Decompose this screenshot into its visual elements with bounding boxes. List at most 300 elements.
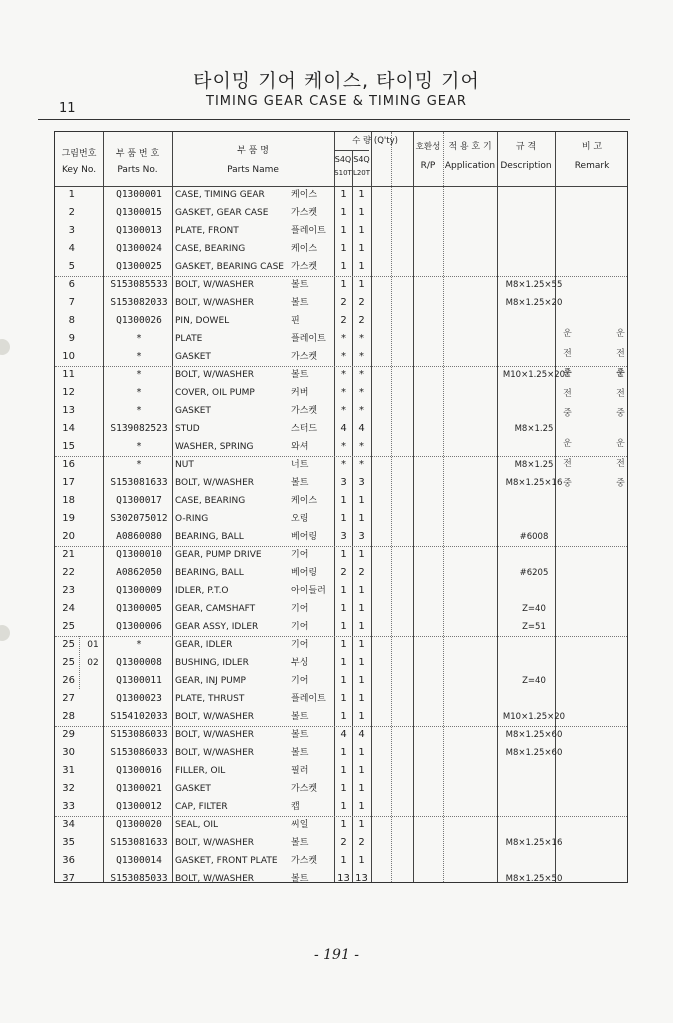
cell-key: 37 <box>62 873 75 884</box>
remark-text: 운 전 중 <box>614 438 624 491</box>
cell-q1: 1 <box>340 765 347 776</box>
cell-name-en: GASKET <box>175 784 211 794</box>
cell-key: 27 <box>62 693 75 704</box>
cell-desc: #6008 <box>519 532 549 542</box>
cell-name-ko: 베어링 <box>291 568 318 578</box>
cell-name-ko: 기어 <box>291 622 309 632</box>
cell-q2: 1 <box>358 765 365 776</box>
cell-part: * <box>136 459 142 470</box>
cell-q2: 3 <box>358 531 365 542</box>
cell-name-en: O-RING <box>175 514 209 524</box>
cell-key: 25 <box>62 621 75 632</box>
cell-q2: 1 <box>358 279 365 290</box>
cell-name-en: GEAR, IDLER <box>175 640 233 650</box>
cell-name-en: CASE, BEARING <box>175 496 246 506</box>
table-row <box>55 870 629 888</box>
cell-q1: 1 <box>340 621 347 632</box>
cell-key: 2 <box>68 207 75 218</box>
cell-name-en: COVER, OIL PUMP <box>175 388 255 398</box>
table-row <box>55 672 629 690</box>
table-row <box>55 240 629 258</box>
cell-q2: 1 <box>358 225 365 236</box>
cell-q1: 4 <box>340 423 347 434</box>
cell-key: 28 <box>62 711 75 722</box>
cell-q1: 4 <box>340 729 347 740</box>
cell-q1: 1 <box>340 207 347 218</box>
cell-name-ko: 필러 <box>291 766 309 776</box>
cell-q1: 1 <box>340 243 347 254</box>
table-row <box>55 204 629 222</box>
cell-q1: 1 <box>340 639 347 650</box>
cell-q2: 1 <box>358 783 365 794</box>
cell-part: Q1300021 <box>116 783 162 794</box>
cell-name-ko: 너트 <box>291 460 309 470</box>
cell-part: S153086033 <box>110 747 168 758</box>
cell-q2: 1 <box>358 711 365 722</box>
cell-q2: 1 <box>358 639 365 650</box>
cell-q2: 2 <box>358 297 365 308</box>
header-app-ko: 적 용 호 기 <box>448 142 492 152</box>
table-row <box>55 690 629 708</box>
cell-q2: * <box>359 369 364 380</box>
punch-hole <box>0 339 10 355</box>
cell-part: Q1300005 <box>116 603 162 614</box>
cell-key: 13 <box>62 405 75 416</box>
cell-part: S154102033 <box>110 711 168 722</box>
cell-desc: M8×1.25×60 <box>505 748 563 758</box>
cell-q1: 1 <box>340 801 347 812</box>
cell-name-ko: 볼트 <box>291 370 309 380</box>
cell-key: 22 <box>62 567 75 578</box>
cell-key: 16 <box>62 459 75 470</box>
cell-name-en: BOLT, W/WASHER <box>175 370 255 380</box>
cell-name-en: BOLT, W/WASHER <box>175 730 255 740</box>
table-row <box>55 294 629 312</box>
cell-sub: 02 <box>87 658 99 668</box>
table-row <box>55 816 629 834</box>
cell-part: * <box>136 351 142 362</box>
cell-part: * <box>136 405 142 416</box>
cell-part: S153085033 <box>110 873 168 884</box>
cell-q2: 1 <box>358 513 365 524</box>
table-row <box>55 366 629 384</box>
cell-q1: * <box>341 405 346 416</box>
cell-part: Q1300024 <box>116 243 162 254</box>
parts-table <box>54 131 628 883</box>
cell-name-en: GEAR ASSY, IDLER <box>175 622 259 632</box>
cell-name-ko: 기어 <box>291 604 309 614</box>
cell-name-en: PLATE, THRUST <box>175 694 245 704</box>
remark-text: 운 전 중 <box>561 438 571 491</box>
header-app-en: Application <box>444 161 496 171</box>
cell-name-en: GEAR, PUMP DRIVE <box>175 550 262 560</box>
page-title: TIMING GEAR CASE & TIMING GEAR <box>206 94 467 109</box>
table-row <box>55 186 629 204</box>
cell-desc: M8×1.25 <box>514 424 554 434</box>
cell-name-en: WASHER, SPRING <box>175 442 254 452</box>
cell-q2: * <box>359 405 364 416</box>
cell-part: S153082033 <box>110 297 168 308</box>
cell-part: * <box>136 639 142 650</box>
cell-q1: 2 <box>340 315 347 326</box>
cell-name-ko: 커버 <box>291 388 309 398</box>
cell-key: 31 <box>62 765 75 776</box>
cell-q1: 2 <box>340 837 347 848</box>
cell-key: 35 <box>62 837 75 848</box>
remark-text: 운 전 중 <box>561 368 571 421</box>
cell-q2: 4 <box>358 729 365 740</box>
cell-key: 34 <box>62 819 75 830</box>
cell-q1: 1 <box>340 225 347 236</box>
cell-name-en: BOLT, W/WASHER <box>175 280 255 290</box>
cell-key: 17 <box>62 477 75 488</box>
table-row <box>55 762 629 780</box>
cell-name-ko: 가스켓 <box>291 406 318 416</box>
cell-name-en: GASKET <box>175 352 211 362</box>
cell-key: 11 <box>62 369 75 380</box>
cell-q1: 1 <box>340 783 347 794</box>
cell-key: 36 <box>62 855 75 866</box>
section-number: 11 <box>59 101 76 116</box>
header-qty: 수 량 (Q'ty) <box>352 136 398 146</box>
header-part-en: Parts No. <box>117 165 158 175</box>
cell-q2: * <box>359 459 364 470</box>
remark-text: 운 전 중 <box>614 368 624 421</box>
cell-key: 9 <box>68 333 75 344</box>
cell-key: 5 <box>68 261 75 272</box>
cell-name-en: GASKET, FRONT PLATE <box>175 856 278 866</box>
cell-q2: 1 <box>358 189 365 200</box>
cell-key: 19 <box>62 513 75 524</box>
cell-key: 30 <box>62 747 75 758</box>
header-qty-a2: S10T <box>334 169 352 177</box>
header-part-ko: 부 품 번 호 <box>115 149 160 159</box>
table-row <box>55 456 629 474</box>
cell-name-en: BOLT, W/WASHER <box>175 478 255 488</box>
cell-name-en: FILLER, OIL <box>175 766 226 776</box>
cell-desc: M10×1.25×20 <box>502 370 566 380</box>
cell-key: 14 <box>62 423 75 434</box>
cell-name-en: SEAL, OIL <box>175 820 219 830</box>
cell-q1: 2 <box>340 567 347 578</box>
page-title-korean: 타이밍 기어 케이스, 타이밍 기어 <box>193 70 480 92</box>
cell-q1: 1 <box>340 279 347 290</box>
cell-name-ko: 볼트 <box>291 730 309 740</box>
cell-key: 12 <box>62 387 75 398</box>
cell-q1: * <box>341 459 346 470</box>
cell-part: S153086033 <box>110 729 168 740</box>
cell-part: Q1300015 <box>116 207 162 218</box>
remark-text: 운 전 중 <box>561 328 571 381</box>
table-row <box>55 438 629 456</box>
cell-q2: 3 <box>358 477 365 488</box>
cell-part: S153081633 <box>110 837 168 848</box>
table-row <box>55 474 629 492</box>
cell-name-en: BUSHING, IDLER <box>175 658 249 668</box>
cell-q1: 3 <box>340 477 347 488</box>
cell-desc: #6205 <box>519 568 549 578</box>
cell-key: 10 <box>62 351 75 362</box>
cell-part: * <box>136 387 142 398</box>
cell-q1: 1 <box>340 603 347 614</box>
cell-name-en: BOLT, W/WASHER <box>175 712 255 722</box>
table-row <box>55 744 629 762</box>
cell-q1: 1 <box>340 819 347 830</box>
cell-q1: 3 <box>340 531 347 542</box>
cell-part: * <box>136 333 142 344</box>
table-row <box>55 312 629 330</box>
cell-name-en: PLATE <box>175 334 203 344</box>
cell-part: Q1300006 <box>116 621 162 632</box>
cell-name-en: GEAR, CAMSHAFT <box>175 604 256 614</box>
cell-part: Q1300014 <box>116 855 162 866</box>
cell-name-ko: 케이스 <box>291 244 318 254</box>
cell-q1: 1 <box>340 513 347 524</box>
cell-part: Q1300017 <box>116 495 162 506</box>
cell-desc: M8×1.25×50 <box>505 874 563 884</box>
cell-desc: M8×1.25 <box>514 460 554 470</box>
cell-q2: 2 <box>358 837 365 848</box>
cell-q2: * <box>359 351 364 362</box>
cell-part: Q1300008 <box>116 657 162 668</box>
cell-key: 8 <box>68 315 75 326</box>
table-row <box>55 636 629 654</box>
cell-name-ko: 가스켓 <box>291 856 318 866</box>
cell-name-en: CASE, BEARING <box>175 244 246 254</box>
cell-key: 3 <box>68 225 75 236</box>
cell-q2: 1 <box>358 243 365 254</box>
header-desc-en: Description <box>500 161 552 171</box>
header-desc-ko: 규 격 <box>515 142 537 152</box>
punch-hole <box>0 625 10 641</box>
cell-part: A0862050 <box>116 567 162 578</box>
cell-name-ko: 베어링 <box>291 532 318 542</box>
cell-name-ko: 볼트 <box>291 298 309 308</box>
cell-name-ko: 플레이트 <box>291 694 326 704</box>
cell-name-ko: 가스켓 <box>291 784 318 794</box>
cell-q2: 1 <box>358 207 365 218</box>
table-row <box>55 564 629 582</box>
cell-name-ko: 와셔 <box>291 442 309 452</box>
table-row <box>55 852 629 870</box>
cell-key: 6 <box>68 279 75 290</box>
cell-name-ko: 씨일 <box>291 820 309 830</box>
table-row <box>55 546 629 564</box>
cell-name-ko: 볼트 <box>291 748 309 758</box>
cell-key: 23 <box>62 585 75 596</box>
cell-desc: M8×1.25×60 <box>505 730 563 740</box>
cell-q2: 1 <box>358 585 365 596</box>
cell-part: S139082523 <box>110 423 168 434</box>
header-qty-b2: L20T <box>352 169 371 177</box>
cell-part: S302075012 <box>110 513 168 524</box>
cell-q2: 1 <box>358 621 365 632</box>
cell-q1: 1 <box>340 675 347 686</box>
cell-q2: 1 <box>358 801 365 812</box>
cell-name-en: GEAR, INJ PUMP <box>175 676 246 686</box>
cell-q2: 4 <box>358 423 365 434</box>
header-rp-ko: 호환성 <box>415 142 441 152</box>
cell-q1: 1 <box>340 261 347 272</box>
table-row <box>55 348 629 366</box>
table-row <box>55 510 629 528</box>
cell-q2: 13 <box>355 873 368 884</box>
cell-name-ko: 케이스 <box>291 496 318 506</box>
cell-name-ko: 아이들러 <box>291 586 326 596</box>
cell-desc: M8×1.25×55 <box>505 280 563 290</box>
cell-q2: 2 <box>358 567 365 578</box>
cell-part: Q1300010 <box>116 549 162 560</box>
cell-q1: 1 <box>340 549 347 560</box>
cell-q2: 1 <box>358 261 365 272</box>
table-row <box>55 258 629 276</box>
cell-part: S153085533 <box>110 279 168 290</box>
table-row <box>55 384 629 402</box>
table-row <box>55 420 629 438</box>
cell-name-ko: 케이스 <box>291 190 318 200</box>
cell-q1: 1 <box>340 747 347 758</box>
table-row <box>55 798 629 816</box>
cell-name-ko: 기어 <box>291 550 309 560</box>
table-row <box>55 834 629 852</box>
cell-key: 7 <box>68 297 75 308</box>
cell-name-en: BOLT, W/WASHER <box>175 838 255 848</box>
header-name-en: Parts Name <box>227 165 279 175</box>
cell-name-ko: 가스켓 <box>291 208 318 218</box>
cell-part: Q1300011 <box>116 675 162 686</box>
cell-q2: 1 <box>358 855 365 866</box>
cell-q2: 1 <box>358 747 365 758</box>
cell-q2: 1 <box>358 819 365 830</box>
cell-name-en: BOLT, W/WASHER <box>175 874 255 884</box>
cell-part: Q1300026 <box>116 315 162 326</box>
table-row <box>55 402 629 420</box>
cell-key: 18 <box>62 495 75 506</box>
cell-desc: M8×1.25×16 <box>505 838 563 848</box>
cell-name-en: BOLT, W/WASHER <box>175 748 255 758</box>
cell-name-ko: 핀 <box>291 316 300 326</box>
cell-key: 32 <box>62 783 75 794</box>
page-number: - 191 - <box>313 947 360 963</box>
table-row <box>55 276 629 294</box>
cell-name-ko: 부싱 <box>291 658 309 668</box>
header-remark-en: Remark <box>574 161 610 171</box>
remark-text: 운 전 중 <box>614 328 624 381</box>
cell-name-ko: 가스켓 <box>291 352 318 362</box>
cell-q1: 1 <box>340 189 347 200</box>
cell-name-ko: 스터드 <box>291 424 318 434</box>
cell-name-en: BOLT, W/WASHER <box>175 298 255 308</box>
cell-name-en: BEARING, BALL <box>175 532 244 542</box>
cell-q1: 1 <box>340 585 347 596</box>
cell-q1: 1 <box>340 657 347 668</box>
cell-q1: * <box>341 333 346 344</box>
cell-part: * <box>136 441 142 452</box>
table-row <box>55 582 629 600</box>
header-rp-en: R/P <box>420 161 436 171</box>
cell-name-ko: 볼트 <box>291 874 309 884</box>
cell-q2: 1 <box>358 549 365 560</box>
cell-name-en: IDLER, P.T.O <box>175 586 229 596</box>
cell-name-ko: 볼트 <box>291 280 309 290</box>
cell-part: Q1300013 <box>116 225 162 236</box>
header-key-ko: 그림번호 <box>61 149 97 159</box>
cell-part: Q1300001 <box>116 189 162 200</box>
cell-desc: Z=40 <box>522 676 546 686</box>
cell-desc: M8×1.25×20 <box>505 298 563 308</box>
cell-name-ko: 플레이트 <box>291 334 326 344</box>
cell-name-en: GASKET, GEAR CASE <box>175 208 269 218</box>
cell-key: 20 <box>62 531 75 542</box>
cell-q1: 13 <box>337 873 350 884</box>
cell-part: Q1300025 <box>116 261 162 272</box>
cell-name-en: GASKET <box>175 406 211 416</box>
cell-name-ko: 볼트 <box>291 712 309 722</box>
header-qty-b1: S4Q <box>353 155 370 164</box>
cell-name-en: PIN, DOWEL <box>175 316 230 326</box>
header-name-ko: 부 품 명 <box>237 146 269 156</box>
cell-name-en: CASE, TIMING GEAR <box>175 190 265 200</box>
cell-q1: 1 <box>340 495 347 506</box>
title-rule <box>38 119 630 120</box>
cell-q2: 1 <box>358 693 365 704</box>
cell-part: Q1300016 <box>116 765 162 776</box>
cell-part: Q1300023 <box>116 693 162 704</box>
header-key-en: Key No. <box>61 165 97 175</box>
cell-q1: * <box>341 387 346 398</box>
cell-name-en: CAP, FILTER <box>175 802 228 812</box>
cell-name-en: STUD <box>175 424 200 434</box>
cell-part: * <box>136 369 142 380</box>
table-row <box>55 654 629 672</box>
cell-name-ko: 기어 <box>291 676 309 686</box>
cell-key: 33 <box>62 801 75 812</box>
cell-q1: 1 <box>340 855 347 866</box>
cell-part: Q1300020 <box>116 819 162 830</box>
table-row <box>55 708 629 726</box>
cell-q1: * <box>341 351 346 362</box>
cell-q2: * <box>359 441 364 452</box>
cell-name-ko: 오링 <box>291 514 309 524</box>
table-row <box>55 492 629 510</box>
cell-desc: Z=51 <box>522 622 546 632</box>
cell-q1: * <box>341 441 346 452</box>
cell-name-ko: 플레이트 <box>291 226 326 236</box>
cell-name-ko: 볼트 <box>291 478 309 488</box>
cell-part: S153081633 <box>110 477 168 488</box>
table-row <box>55 222 629 240</box>
cell-key: 15 <box>62 441 75 452</box>
cell-q2: 2 <box>358 315 365 326</box>
cell-q2: 1 <box>358 657 365 668</box>
header-qty-a1: S4Q <box>334 155 352 164</box>
cell-desc: M8×1.25×16 <box>505 478 563 488</box>
cell-key: 24 <box>62 603 75 614</box>
cell-q2: * <box>359 387 364 398</box>
cell-part: A0860080 <box>116 531 162 542</box>
table-row <box>55 726 629 744</box>
header-remark-ko: 비 고 <box>581 142 603 152</box>
table-row <box>55 780 629 798</box>
table-row <box>55 528 629 546</box>
cell-q1: 2 <box>340 297 347 308</box>
cell-q1: 1 <box>340 711 347 722</box>
table-row <box>55 330 629 348</box>
cell-key: 4 <box>68 243 75 254</box>
cell-name-ko: 기어 <box>291 640 309 650</box>
cell-q2: 1 <box>358 603 365 614</box>
cell-key: 25 <box>62 657 75 668</box>
